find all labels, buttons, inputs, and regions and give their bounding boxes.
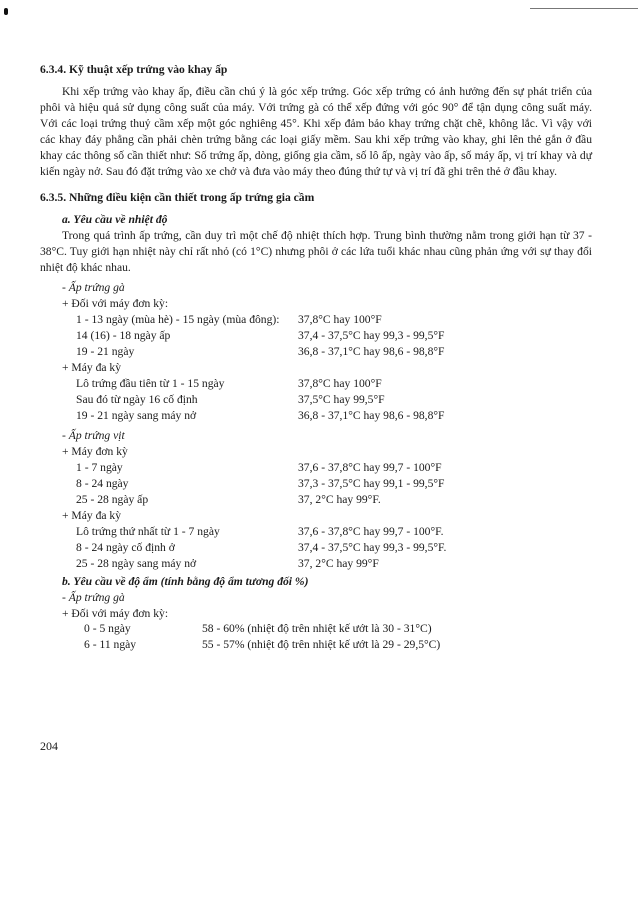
table-row <box>62 312 592 328</box>
row-label: 25 - 28 ngày ấp <box>76 492 149 506</box>
row-value: 37,4 - 37,5°C hay 99,3 - 99,5°F <box>298 328 445 342</box>
group-label: + Máy đơn kỳ <box>62 444 128 458</box>
table-row <box>62 524 592 540</box>
subheading-temperature: a. Yêu cầu về nhiệt độ <box>62 212 168 226</box>
subheading-humidity: b. Yêu cầu về độ ẩm (tính bằng độ ẩm tương đối %) <box>62 574 309 588</box>
table-row <box>62 376 592 392</box>
row-value: 37,4 - 37,5°C hay 99,3 - 99,5°F. <box>298 540 447 554</box>
row-label: Sau đó từ ngày 16 cố định <box>76 392 198 406</box>
row-label: Lô trứng thứ nhất từ 1 - 7 ngày <box>76 524 220 538</box>
table-row <box>62 556 592 572</box>
table-row <box>62 492 592 508</box>
list-label-chicken: - Ấp trứng gà <box>62 280 125 294</box>
table-row <box>62 328 592 344</box>
row-label: 6 - 11 ngày <box>84 638 137 652</box>
list-label-humidity-chicken: - Ấp trứng gà <box>62 590 125 604</box>
header-rule <box>530 8 638 9</box>
row-label: 0 - 5 ngày <box>84 622 131 636</box>
table-row <box>62 540 592 556</box>
humidity-single-group <box>62 606 592 654</box>
group-label: + Đối với máy đơn kỳ: <box>62 606 169 620</box>
table-row <box>62 476 592 492</box>
chicken-multi-group <box>62 360 592 424</box>
row-label: 1 - 13 ngày (mùa hè) - 15 ngày (mùa đông): <box>76 312 280 326</box>
row-label: 19 - 21 ngày sang máy nở <box>76 408 197 422</box>
section-title-635: 6.3.5. Những điều kiện cần thiết trong ấp trứng gia cầm <box>40 190 315 204</box>
row-value: 37,6 - 37,8°C hay 99,7 - 100°F <box>298 460 442 474</box>
row-label: 1 - 7 ngày <box>76 460 123 474</box>
row-label: 8 - 24 ngày cố định ở <box>76 540 175 554</box>
scan-mark <box>4 8 8 15</box>
duck-single-group <box>62 444 592 508</box>
row-label: Lô trứng đầu tiên từ 1 - 15 ngày <box>76 376 225 390</box>
group-label: + Máy đa kỳ <box>62 360 122 374</box>
table-row <box>62 621 592 637</box>
duck-multi-group <box>62 508 592 572</box>
row-label: 19 - 21 ngày <box>76 344 135 358</box>
row-value: 36,8 - 37,1°C hay 98,6 - 98,8°F <box>298 408 445 422</box>
row-label: 14 (16) - 18 ngày ấp <box>76 328 171 342</box>
row-label: 25 - 28 ngày sang máy nở <box>76 556 197 570</box>
section-title-634: 6.3.4. Kỹ thuật xếp trứng vào khay ấp <box>40 63 228 76</box>
page-number: 204 <box>40 739 58 753</box>
row-value: 36,8 - 37,1°C hay 98,6 - 98,8°F <box>298 344 445 358</box>
table-row <box>62 637 592 653</box>
chicken-single-group <box>62 296 592 360</box>
paragraph-temperature: Trong quá trình ấp trứng, cần duy trì một chế độ nhiệt thích hợp. Trung bình thường nằm trong giới hạn từ 37 - 38°C. Tuy giới hạn nhiệt này chỉ rất nhỏ (có 1°C) nhưng phôi ở các lứa tuổi khác nhau cũng phản ứng với sự thay đổi nhiệt độ khác nhau. <box>40 228 592 274</box>
table-row <box>62 408 592 424</box>
table-row <box>62 392 592 408</box>
row-label: 8 - 24 ngày <box>76 476 129 490</box>
table-row <box>62 344 592 360</box>
page-content <box>40 62 592 653</box>
table-row <box>62 460 592 476</box>
row-value: 55 - 57% (nhiệt độ trên nhiệt kế ướt là 29 - 29,5°C) <box>202 638 441 652</box>
group-label: + Máy đa kỳ <box>62 508 122 522</box>
row-value: 37, 2°C hay 99°F <box>298 556 379 570</box>
row-value: 58 - 60% (nhiệt độ trên nhiệt kế ướt là 30 - 31°C) <box>202 622 432 636</box>
row-value: 37,8°C hay 100°F <box>298 312 382 326</box>
row-value: 37,8°C hay 100°F <box>298 376 382 390</box>
row-value: 37,6 - 37,8°C hay 99,7 - 100°F. <box>298 524 444 538</box>
row-value: 37,5°C hay 99,5°F <box>298 392 385 406</box>
row-value: 37, 2°C hay 99°F. <box>298 492 381 506</box>
group-label: + Đối với máy đơn kỳ: <box>62 296 169 310</box>
paragraph-634: Khi xếp trứng vào khay ấp, điều cần chú ý là góc xếp trứng. Góc xếp trứng có ảnh hưởng đến sự phát triển của phôi và hiệu quả sử dụng công suất của máy. Với trứng gà có thể xếp đứng với góc 90° để tận dụng công suất máy. Với các loại trứng thuỷ cầm xếp một góc nghiêng 45°. Khi xếp đảm bảo khay trứng chặt chẽ, không lắc. Vì vậy với các khay đáy phẳng cần phải chèn trứng bằng các loại giấy mềm. Sau khi xếp trứng vào khay, ghi lên thẻ gắn ở đầu khay các thông số cần thiết như: Số trứng ấp, dòng, giống gia cầm, số lô ấp, ngày vào ấp, số máy ấp, vị trí khay và dự kiến ngày nở. Sau đó đặt trứng vào xe chở và đưa vào máy theo đúng thứ tự và vị trí đã ghi trên thẻ ở đầu khay. <box>40 84 592 178</box>
list-label-duck: - Ấp trứng vịt <box>62 428 125 442</box>
row-value: 37,3 - 37,5°C hay 99,1 - 99,5°F <box>298 476 445 490</box>
